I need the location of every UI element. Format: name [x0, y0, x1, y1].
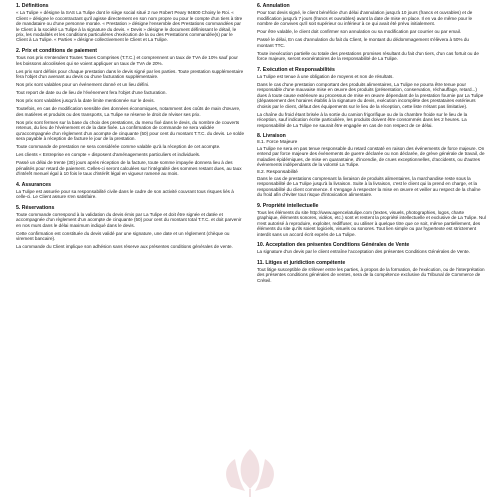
section-title: 5. Réservations	[16, 204, 55, 211]
subsection-title: 8.1. Force Majeure	[257, 140, 298, 146]
paragraph: Les clients « Entreprise en compte » disposent d'aménagements particuliers et individuels.	[16, 152, 201, 158]
paragraph: La signature d'un devis par le client entraîne l'acceptation des présentes Conditions Générales de Vente.	[257, 249, 470, 255]
paragraph: Nos prix sont valables jusqu'à la date limite mentionnée sur le devis.	[16, 98, 155, 104]
paragraph: Nos prix sont fermes sur la base du choix des prestations, du menu fixé dans le devis, du nombre de couverts retenus, du lieu de l'événement et de la date fixée. La confirmation de commande ne sera validée qu'accompagnée d'un règlement d'un acompte de cinquante (50) pour cent du montant T.T.C. du devis. Le solde sera payable à réception de facture le jour de la prestation.	[16, 119, 245, 142]
paragraph: Tous nos prix s'entendent Toutes Taxes Comprises (T.T.C.) et comprennent un taux de TVA de 10% sauf pour les boissons alcoolisées qui se voient appliquer un taux de TVA de 20%.	[16, 55, 238, 66]
paragraph: « La Tulipe » désigne la SAS La Tulipe dont le siège social situé 2 rue Robert Peary 94600 Choisy le Roi. « Client » désigne le cocontractant qu'il agisse directement en son nom propre ou pour le compte d'un tiers à titre de mandataire ou d'une personne morale. « Prestation » désigne l'ensemble des Prestations commandées par le Client à la société La Tulipe à la signature du devis. « Devis » désigne le document définissant le détail, le prix, les modalités et les conditions particulières d'exécution de la ou des Prestations commandée(s) par le Client à La Tulipe. « Parties » désigne collectivement le Client et La Tulipe.	[16, 10, 243, 43]
paragraph: Passé le délai, En cas d'annulation du fait du Client, le montant du dédommagement s'élèvera à 50% du montant TTC.	[257, 37, 469, 48]
paragraph: Toutefois, en cas de modification sensible des données économiques, notamment des coûts de main d'œuvre, des matières et produits ou des transports, La Tulipe se réserve le droit de réviser ses prix.	[16, 106, 241, 117]
paragraph: La commande du Client implique son adhésion sans réserve aux présentes conditions générales de vente.	[16, 244, 233, 250]
section-title: 8. Livraison	[257, 133, 286, 140]
paragraph: La chaîne du froid étant brisée à la sortie du camion frigorifique ou de la chambre froide sur le lieu de la réception, sauf indication écrite particulière, les produits doivent être consommés dans les 2 heures. La responsabilité de La Tulipe ne saurait être engagée en cas de non respect de ce délai.	[257, 111, 468, 128]
section-title: 11. Litiges et juridiction compétente	[257, 259, 346, 266]
paragraph: Nos prix sont valables pour un événement donné et un lieu défini.	[16, 82, 150, 88]
paragraph: Les prix sont définis pour chaque prestation dans le devis signé par les parties. Toute prestation supplémentaire fera l'objet d'un avenant au devis ou d'une facturation supplémentaire.	[16, 68, 244, 80]
paragraph: Tout litige susceptible de s'élever entre les parties, à propos de la formation, de l'exécution, ou de l'interprétation des présentes conditions générales de ventes, sera de la compétence exclusive du Tribunal de Commerce de Créteil.	[257, 267, 485, 283]
paragraph: Toute commande de prestation ne sera considérée comme valable qu'à la réception de cet acompte.	[16, 144, 221, 150]
paragraph: Passé un délai de trente (30) jours après réception de la facture, toute somme impayée donnera lieu à des pénalités pour retard de paiement. Celles-ci seront calculées sur l'intégralité des sommes restant dues, au taux d'intérêt menuel égal à 10 fois le taux d'intérêt légal en vigueur ramené au mois.	[16, 160, 242, 177]
paragraph: Toute commande correspond à la validation du devis émis par La Tulipe et doit être signée et datée et accompagnée d'un règlement d'un acompte de cinquante (50) pour cent du montant total T.T.C. et doit parvenir en nos murs dans le délai maximum indiqué dans le devis.	[16, 211, 242, 228]
paragraph: Tout report de date ou de lieu de l'événement fera l'objet d'une facturation.	[16, 90, 167, 96]
paragraph: Tous les éléments du site http://www.agencelatulipe.com (textes, visuels, photographies, logos, charte graphique, éléments sonores, vidéos, etc.) sont et restent la propriété intellectuelle et exclusive de La Tulipe. Nul n'est autorisé à reproduire, exploiter, rediffuser, ou utiliser à quelque titre que ce soit, même partiellement, des éléments du site qu'ils soient logiciels, visuels ou sonores. Tout lien simple ou par hypertexte est strictement interdit sans un accord écrit exprès de La Tulipe.	[257, 209, 486, 237]
left-column	[16, 1, 245, 500]
section-title: 4. Assurances	[16, 181, 51, 188]
subsection-title: 8.2. Responsabilité	[257, 170, 298, 176]
paragraph: Dans le cas de prestations comprenant la livraison de produits alimentaires, la marchandise reste sous la responsabilité de La Tulipe jusqu'à la livraison. Suite à la livraison, c'est le client qui la prend en charge, et la responsabilité du client commence. Il s'engage à respecter la mise en œuvre et veiller au respect de la chaîne du froid afin d'éviter tout risque d'intoxication alimentaire.	[257, 175, 481, 198]
paragraph: La Tulipe ne sera en pas tenue responsable du retard constaté en raison des événements de force majeure. On entend par force majeure des événements de guerre déclarée ou non déclarée, de grève générale de travail, de maladies épidémiques, de mise en quarantaine, d'incendie, de crues exceptionnelles, d'accidents, ou d'autres événements indépendants de la volonté La Tulipe.	[257, 145, 485, 168]
section-title: 2. Prix et conditions de paiement	[16, 47, 98, 54]
section-title: 1. Définitions	[16, 3, 49, 9]
paragraph: Pour être valable, le client doit confirmer son annulation ou sa modification par courrier ou par email.	[257, 29, 462, 35]
section-title: 9. Propriété intellectuelle	[257, 202, 319, 209]
paragraph: La Tulipe est tenue à une obligation de moyens et non de résultats.	[257, 73, 394, 79]
paragraph: Toute inexécution partielle ou totale des prestations promises résultant du fait d'un tiers, d'un cas fortuit ou de force majeure, seront exonératoires de la responsabilité de La Tulipe.	[257, 50, 479, 62]
section-title: 7. Exécution et Responsabilités	[257, 66, 335, 73]
right-column	[257, 1, 486, 500]
paragraph: Cette confirmation est constituée du devis validé par une signature, une date et un règlement (chèque ou virement bancaire).	[16, 230, 230, 242]
paragraph: Dans le cas d'une prestation comportant des produits alimentaires, La Tulipe ne pourra être tenue pour responsable d'une mauvaise mise en œuvre des produits (présentation, conservation, réchauffage, retard...) dues à toute cause extérieure au processus de mise en œuvre dépendant de la prestation fournie par La Tulipe (dépassement des horaires établis à la signature du devis, exécution incomplète des prestataires extérieurs choisis par le client, défaut des équipements sur le lieu de la réception, cette liste n'étant pas limitative).	[257, 81, 484, 109]
section-title: 10. Acceptation des présentes Conditions Générales de Vente	[257, 242, 410, 249]
section-title: 6. Annulation	[257, 3, 290, 9]
paragraph: Pour tout devis signé, le client bénéficie d'un délai d'annulation jusqu'à 10 jours (francs et ouvrables) et de modification jusqu'à 7 jours (francs et ouvrables) avant la date de mise en place. Il en va de même pour le nombre de convives qu'il soit supérieur ou inférieur à ce qui avait été prévu initialement.	[257, 10, 473, 27]
paragraph: La Tulipe est assurée pour sa responsabilité civile dans le cadre de son activité couvrant tous risques liés à celle-ci. Le Client assure s'en satisfaire.	[16, 188, 234, 200]
